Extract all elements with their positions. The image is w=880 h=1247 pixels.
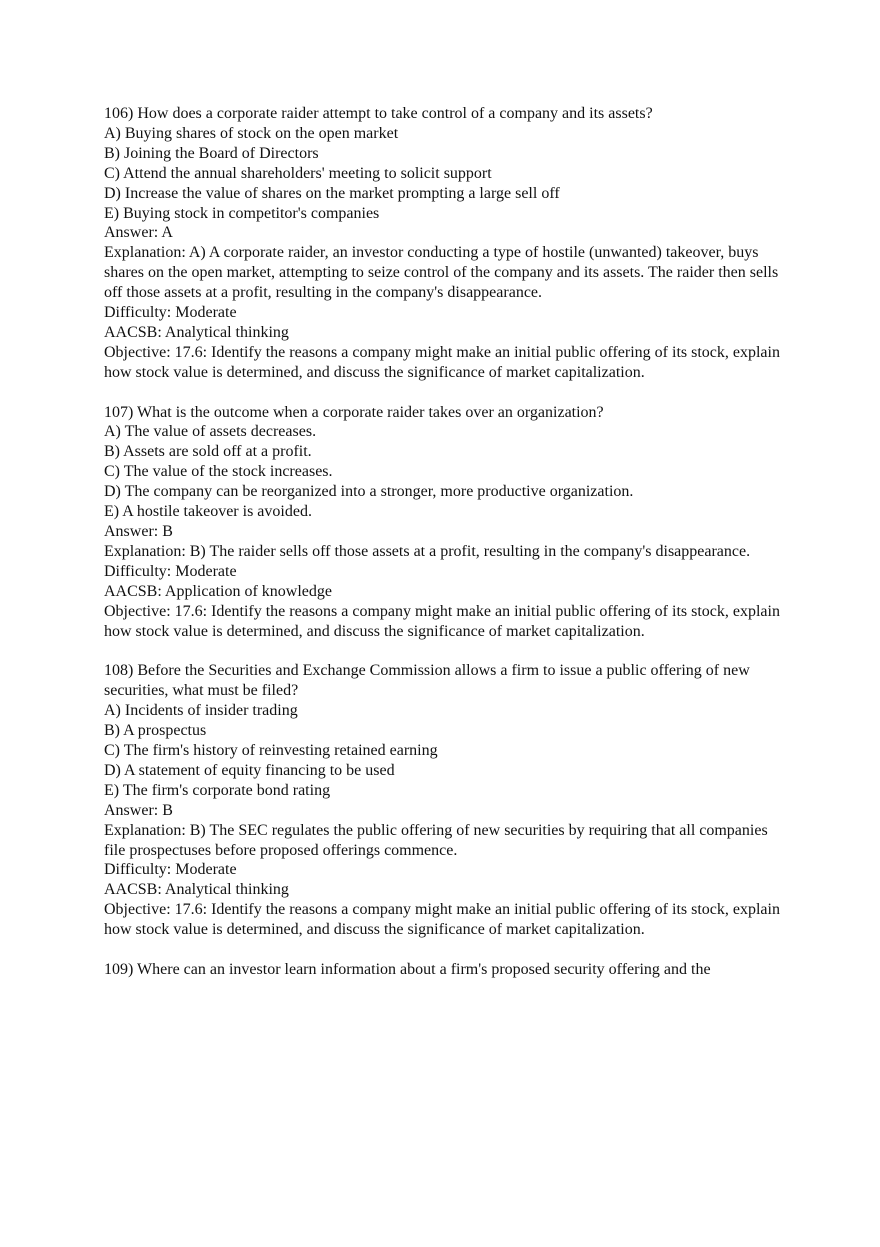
answer-option-b: B) A prospectus [104, 722, 207, 740]
answer-option-d: D) Increase the value of shares on the market prompting a large sell off [104, 184, 560, 202]
aacsb: AACSB: Application of knowledge [104, 582, 332, 600]
question-text: 108) Before the Securities and Exchange Commission allows a firm to issue a public offering of new securities, what must be filed? [104, 662, 750, 700]
answer-key: Answer: A [104, 224, 173, 242]
question-list [104, 104, 784, 980]
answer-option-c: C) The firm's history of reinvesting retained earning [104, 741, 438, 759]
answer-option-e: E) A hostile takeover is avoided. [104, 503, 312, 521]
question-text: 109) Where can an investor learn information about a firm's proposed security offering and the [104, 960, 711, 978]
difficulty: Difficulty: Moderate [104, 304, 237, 322]
answer-option-a: A) The value of assets decreases. [104, 423, 317, 441]
answer-option-c: C) The value of the stock increases. [104, 463, 333, 481]
question-block-109 [104, 960, 784, 980]
explanation: Explanation: B) The raider sells off those assets at a profit, resulting in the company's disappearance. [104, 542, 751, 560]
explanation: Explanation: B) The SEC regulates the public offering of new securities by requiring that all companies file prospectuses before proposed offerings commence. [104, 821, 768, 859]
explanation: Explanation: A) A corporate raider, an investor conducting a type of hostile (unwanted) takeover, buys shares on the open market, attempting to seize control of the company and its assets. The raider then sells off those assets at a profit, resulting in the company's disappearance. [104, 244, 779, 302]
aacsb: AACSB: Analytical thinking [104, 323, 289, 341]
answer-option-d: D) A statement of equity financing to be used [104, 761, 395, 779]
objective: Objective: 17.6: Identify the reasons a company might make an initial public offering of its stock, explain how stock value is determined, and discuss the significance of market capitalization. [104, 602, 780, 640]
answer-option-a: A) Incidents of insider trading [104, 702, 298, 720]
question-block-107 [104, 403, 784, 642]
answer-key: Answer: B [104, 523, 173, 541]
objective: Objective: 17.6: Identify the reasons a company might make an initial public offering of its stock, explain how stock value is determined, and discuss the significance of market capitalization. [104, 901, 780, 939]
answer-option-a: A) Buying shares of stock on the open market [104, 124, 399, 142]
question-block-106 [104, 104, 784, 383]
question-text: 106) How does a corporate raider attempt to take control of a company and its assets? [104, 105, 653, 122]
question-block-108 [104, 661, 784, 940]
answer-option-b: B) Assets are sold off at a profit. [104, 443, 312, 461]
objective: Objective: 17.6: Identify the reasons a company might make an initial public offering of its stock, explain how stock value is determined, and discuss the significance of market capitalization. [104, 343, 780, 381]
aacsb: AACSB: Analytical thinking [104, 881, 289, 899]
question-text: 107) What is the outcome when a corporate raider takes over an organization? [104, 403, 604, 421]
answer-option-b: B) Joining the Board of Directors [104, 144, 319, 162]
difficulty: Difficulty: Moderate [104, 562, 237, 580]
answer-option-c: C) Attend the annual shareholders' meeting to solicit support [104, 164, 492, 182]
difficulty: Difficulty: Moderate [104, 861, 237, 879]
answer-option-e: E) Buying stock in competitor's companies [104, 204, 380, 222]
answer-option-d: D) The company can be reorganized into a stronger, more productive organization. [104, 483, 634, 501]
answer-key: Answer: B [104, 801, 173, 819]
answer-option-e: E) The firm's corporate bond rating [104, 781, 331, 799]
